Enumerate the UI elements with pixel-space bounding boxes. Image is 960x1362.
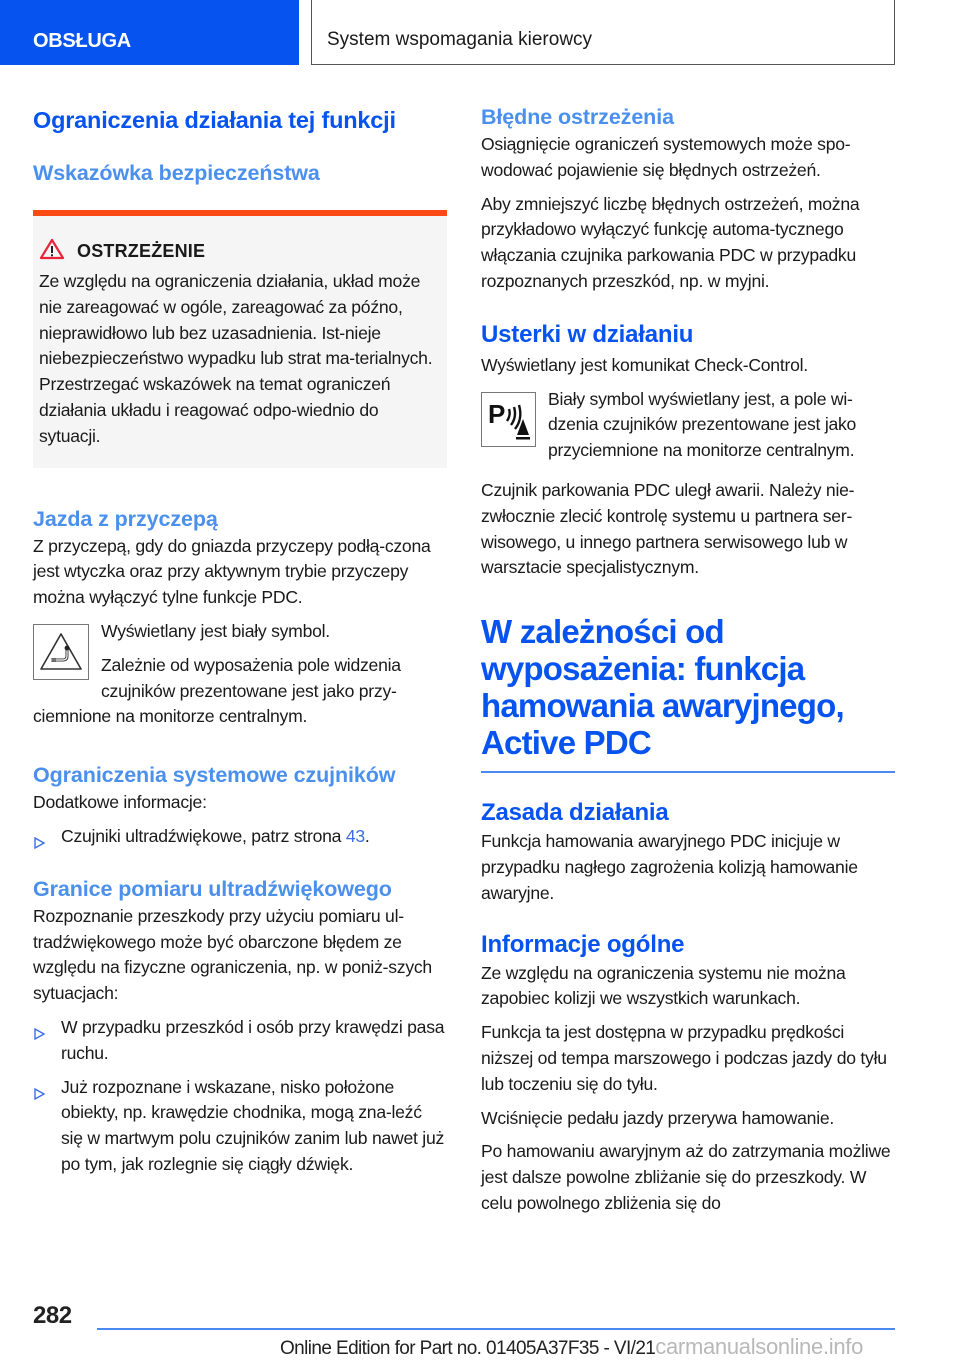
bullet-triangle-icon (33, 1022, 45, 1048)
malfunction-heading: Usterki w działaniu (481, 320, 694, 348)
page-link-43[interactable]: 43 (345, 825, 365, 846)
sensor-limits-list (33, 824, 447, 850)
bullet-text: Czujniki ultradźwiękowe, patrz strona (61, 825, 346, 846)
trailer-heading: Jazda z przyczepą (33, 506, 218, 531)
ultrasonic-heading: Granice pomiaru ultradźwiękowego (33, 876, 392, 901)
park-distance-control-fault-icon (481, 392, 536, 447)
trailer-field-text: Zależnie od wyposażenia pole widzenia czujników prezentowane jest jako przy-ciemnione na monitorze centralnym. (33, 654, 401, 727)
footer-edition (280, 1334, 863, 1360)
principle-heading: Zasada działania (481, 799, 669, 827)
trailer-text: Z przyczepą, gdy do gniazda przyczepy podłą-czona jest wtyczka oraz przy aktywnym trybie przyczepy można wyłączyć tylne funkcje PDC. (33, 535, 431, 608)
bullet-text: W przypadku przeszkód i osób przy krawędzi pasa ruchu. (61, 1016, 445, 1063)
warning-text: Ze względu na ograniczenia działania, układ może nie zareagować w ogóle, zareagować za późno, nieprawidłowo lub bez uzasadnienia. Ist-nieje niebezpieczeństwo wypadku lub strat ma-terialnych. Przestrzegać wskazówek na temat ograniczeń działania układu i reagować odpo-wiednio do sytuacji. (39, 271, 433, 446)
list-item (33, 1015, 447, 1067)
edition-text: Online Edition for Part no. 01405A37F35 - VI/21 (280, 1338, 656, 1359)
section-title: Ograniczenia działania tej funkcji (33, 107, 396, 133)
general-p2: Funkcja ta jest dostępna w przypadku prędkości niższej od tempa marszowego i podczas jazdy do tyłu lub toczeniu się do tyłu. (481, 1022, 887, 1094)
general-heading: Informacje ogólne (481, 930, 685, 958)
general-p4: Po hamowaniu awaryjnym aż do zatrzymania możliwe jest dalsze powolne zbliżanie się do przeszkody. W celu powolnego zbliżenia się do (481, 1141, 891, 1213)
chapter-header (311, 0, 895, 65)
active-pdc-title: W zależności od wyposażenia: funkcja hamowania awaryjnego, Active PDC (481, 613, 844, 762)
safety-heading: Wskazówka bezpieczeństwa (33, 161, 320, 185)
page-number: 282 (33, 1302, 72, 1329)
warning-triangle-icon (39, 238, 65, 265)
sensor-limits-heading: Ograniczenia systemowe czujników (33, 763, 396, 788)
malfunction-p1: Wyświetlany jest komunikat Check-Control. (481, 354, 808, 375)
pdc-symbol-block (481, 387, 895, 464)
left-column (33, 100, 447, 1178)
warning-box (33, 210, 447, 468)
warning-title: OSTRZEŻENIE (77, 241, 206, 261)
bullet-text: Już rozpoznane i wskazane, nisko położone obiekty, np. krawędzie chodnika, mogą zna-leźć się w martwym polu czujników zanim lub nawet już po tym, jak rozlegnie się ciągły dźwięk. (61, 1076, 445, 1174)
footer-divider (97, 1328, 895, 1330)
general-p3: Wciśnięcie pedału jazdy przerywa hamowanie. (481, 1107, 835, 1128)
sensor-limits-intro: Dodatkowe informacje: (33, 792, 207, 813)
trailer-hitch-warning-icon (33, 624, 89, 680)
bullet-end: . (364, 825, 370, 846)
ultrasonic-text: Rozpoznanie przeszkody przy użyciu pomiaru ul-tradźwiękowego może być obarczone błędem ze względu na fizyczne ograniczenia, np. w poniż-szych sytuacjach: (33, 905, 432, 1004)
chapter-label: System wspomagania kierowcy (327, 29, 593, 50)
bullet-triangle-icon (33, 1082, 45, 1108)
ultrasonic-list (33, 1015, 447, 1178)
svg-text:P: P (487, 399, 505, 430)
false-warnings-p1: Osiągnięcie ograniczeń systemowych może spo-wodować pojawienie się błędnych ostrzeżeń. (481, 134, 851, 180)
bullet-triangle-icon (33, 831, 45, 857)
false-warnings-heading: Błędne ostrzeżenia (481, 105, 674, 129)
pdc-symbol-text: Biały symbol wyświetlany jest, a pole wi-dzenia czujników prezentowane jest jako przyciemnione na monitorze centralnym. (548, 388, 857, 461)
right-column (481, 100, 895, 1217)
malfunction-p2: Czujnik parkowania PDC uległ awarii. Należy nie-zwłocznie zlecić kontrolę systemu u partnera ser-wisowego, u innego partnera serwisowego lub w warsztacie specjalistycznym. (481, 479, 855, 578)
trailer-symbol-text: Wyświetlany jest biały symbol. (101, 620, 330, 641)
list-item (33, 824, 447, 850)
section-tab (0, 0, 299, 65)
general-p1: Ze względu na ograniczenia systemu nie można zapobiec kolizji we wszystkich warunkach. (481, 962, 846, 1009)
false-warnings-p2: Aby zmniejszyć liczbę błędnych ostrzeżeń, można przykładowo wyłączyć funkcję automa-tycznego włączania czujnika parkowania PDC w przypadku rozpoznanych przeszkód, np. w myjni. (481, 193, 860, 291)
list-item (33, 1075, 447, 1178)
principle-text: Funkcja hamowania awaryjnego PDC inicjuje w przypadku nagłego zagrożenia kolizją hamowanie awaryjne. (481, 831, 858, 903)
trailer-symbol-block (33, 619, 447, 730)
watermark: carmanualsonline.info (655, 1334, 863, 1359)
section-label: OBSŁUGA (33, 30, 131, 52)
